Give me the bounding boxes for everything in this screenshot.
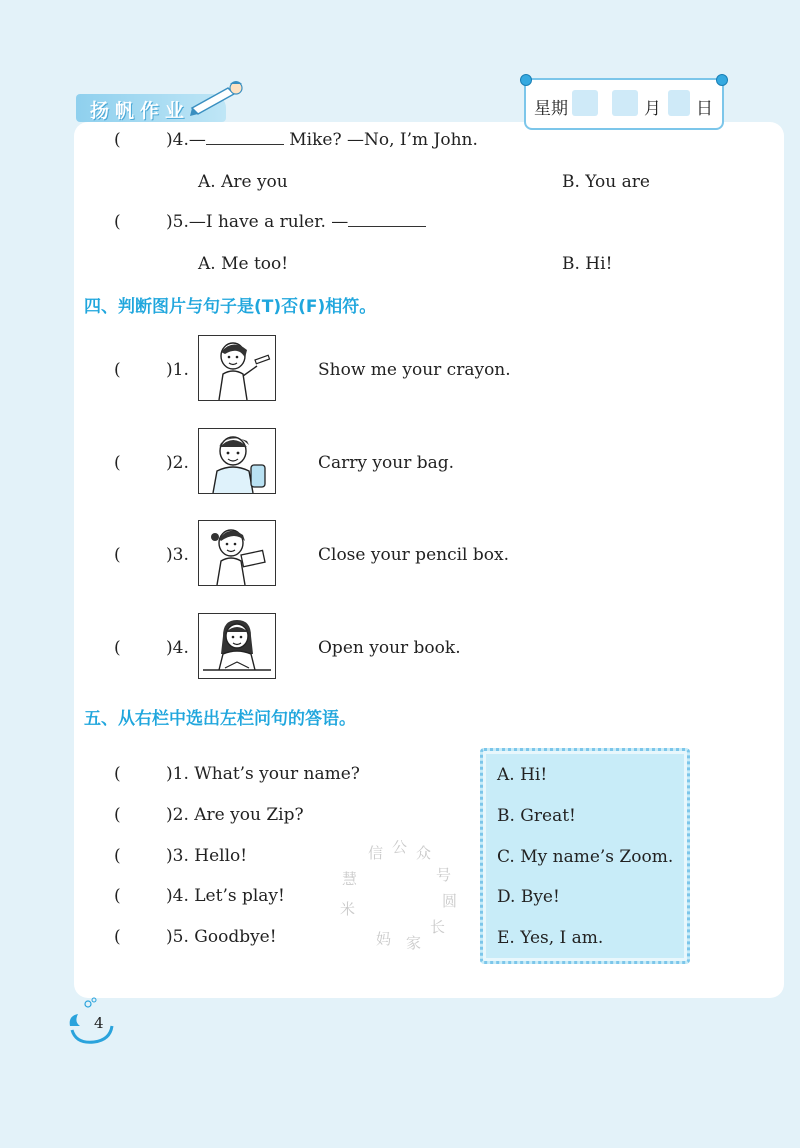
month-label: 月 — [644, 99, 661, 119]
question-s3-5 — [166, 212, 426, 232]
boy-backpack-icon — [199, 429, 275, 493]
banner-title: 扬帆作业 — [90, 100, 191, 122]
item-sentence: Close your pencil box. — [318, 545, 509, 565]
question-number: )5. — [166, 212, 189, 232]
question-text: Mike? —No, I’m John. — [289, 130, 478, 150]
answer-paren[interactable]: ( — [114, 360, 121, 380]
girl-crayon-icon — [199, 336, 275, 400]
option-b: B. Hi! — [562, 254, 613, 274]
question-s5-3 — [166, 846, 247, 866]
answer-paren[interactable]: ( — [114, 638, 121, 658]
weekday-field[interactable] — [572, 90, 598, 116]
stamp-char: 慧 — [342, 870, 358, 888]
pencil-boy-icon — [188, 78, 248, 118]
fill-blank[interactable] — [206, 143, 284, 145]
month-field[interactable] — [612, 90, 638, 116]
page-number: 4 — [94, 1014, 104, 1032]
question-text: —I have a ruler. — — [188, 212, 349, 232]
answer-paren[interactable]: ( — [114, 886, 121, 906]
weekday-label: 星期 — [534, 99, 568, 119]
picture-frame — [198, 520, 276, 586]
answer-paren[interactable]: ( — [114, 130, 121, 150]
option-a: A. Are you — [198, 172, 288, 192]
pin-icon — [716, 74, 728, 86]
question-s5-2 — [166, 805, 304, 825]
item-number: )3. — [166, 545, 189, 565]
question-prefix: — — [188, 130, 206, 150]
answer-paren[interactable]: ( — [114, 453, 121, 473]
stamp-char: 家 — [406, 934, 422, 952]
watermark-stamp — [330, 836, 460, 966]
question-s5-4 — [166, 886, 285, 906]
question-number: )2. — [166, 805, 189, 825]
answer-paren[interactable]: ( — [114, 805, 121, 825]
section5-title: 五、从右栏中选出左栏问句的答语。 — [84, 709, 356, 729]
question-number: )3. — [166, 846, 189, 866]
item-sentence: Carry your bag. — [318, 453, 455, 473]
item-sentence: Open your book. — [318, 638, 461, 658]
question-s5-5 — [166, 927, 277, 947]
answer-option: A. Hi! — [497, 765, 548, 785]
question-number: )1. — [166, 764, 189, 784]
question-s5-1 — [166, 764, 360, 784]
answer-option: C. My name’s Zoom. — [497, 847, 674, 867]
stamp-char: 圆 — [442, 892, 458, 910]
question-text: Hello! — [194, 846, 248, 866]
answer-option: E. Yes, I am. — [497, 928, 604, 948]
answer-paren[interactable]: ( — [114, 545, 121, 565]
stamp-char: 众 — [416, 844, 432, 862]
question-number: )4. — [166, 130, 189, 150]
stamp-char: 妈 — [376, 930, 392, 948]
question-text: Let’s play! — [194, 886, 285, 906]
stamp-char: 米 — [340, 900, 356, 918]
item-number: )4. — [166, 638, 189, 658]
item-sentence: Show me your crayon. — [318, 360, 511, 380]
answer-paren[interactable]: ( — [114, 927, 121, 947]
question-number: )5. — [166, 927, 189, 947]
stamp-char: 长 — [430, 918, 446, 936]
item-number: )2. — [166, 453, 189, 473]
answer-option: D. Bye! — [497, 887, 560, 907]
option-a: A. Me too! — [198, 254, 289, 274]
answer-paren[interactable]: ( — [114, 846, 121, 866]
answer-paren[interactable]: ( — [114, 212, 121, 232]
question-s3-4 — [166, 130, 478, 150]
stamp-char: 号 — [436, 866, 452, 884]
day-label: 日 — [696, 99, 713, 119]
fill-blank[interactable] — [348, 225, 426, 227]
answer-paren[interactable]: ( — [114, 764, 121, 784]
question-text: What’s your name? — [194, 764, 360, 784]
picture-frame — [198, 428, 276, 494]
picture-frame — [198, 335, 276, 401]
picture-frame — [198, 613, 276, 679]
option-b: B. You are — [562, 172, 650, 192]
section4-title: 四、判断图片与句子是(T)否(F)相符。 — [84, 297, 377, 317]
day-field[interactable] — [668, 90, 690, 116]
girl-pencilbox-icon — [199, 521, 275, 585]
item-number: )1. — [166, 360, 189, 380]
question-text: Goodbye! — [194, 927, 277, 947]
answers-box — [480, 748, 690, 964]
girl-reading-icon — [199, 614, 275, 678]
question-number: )4. — [166, 886, 189, 906]
answer-option: B. Great! — [497, 806, 576, 826]
stamp-char: 信 — [368, 844, 384, 862]
question-text: Are you Zip? — [194, 805, 304, 825]
pin-icon — [520, 74, 532, 86]
stamp-char: 公 — [392, 838, 408, 856]
date-box — [524, 78, 724, 130]
